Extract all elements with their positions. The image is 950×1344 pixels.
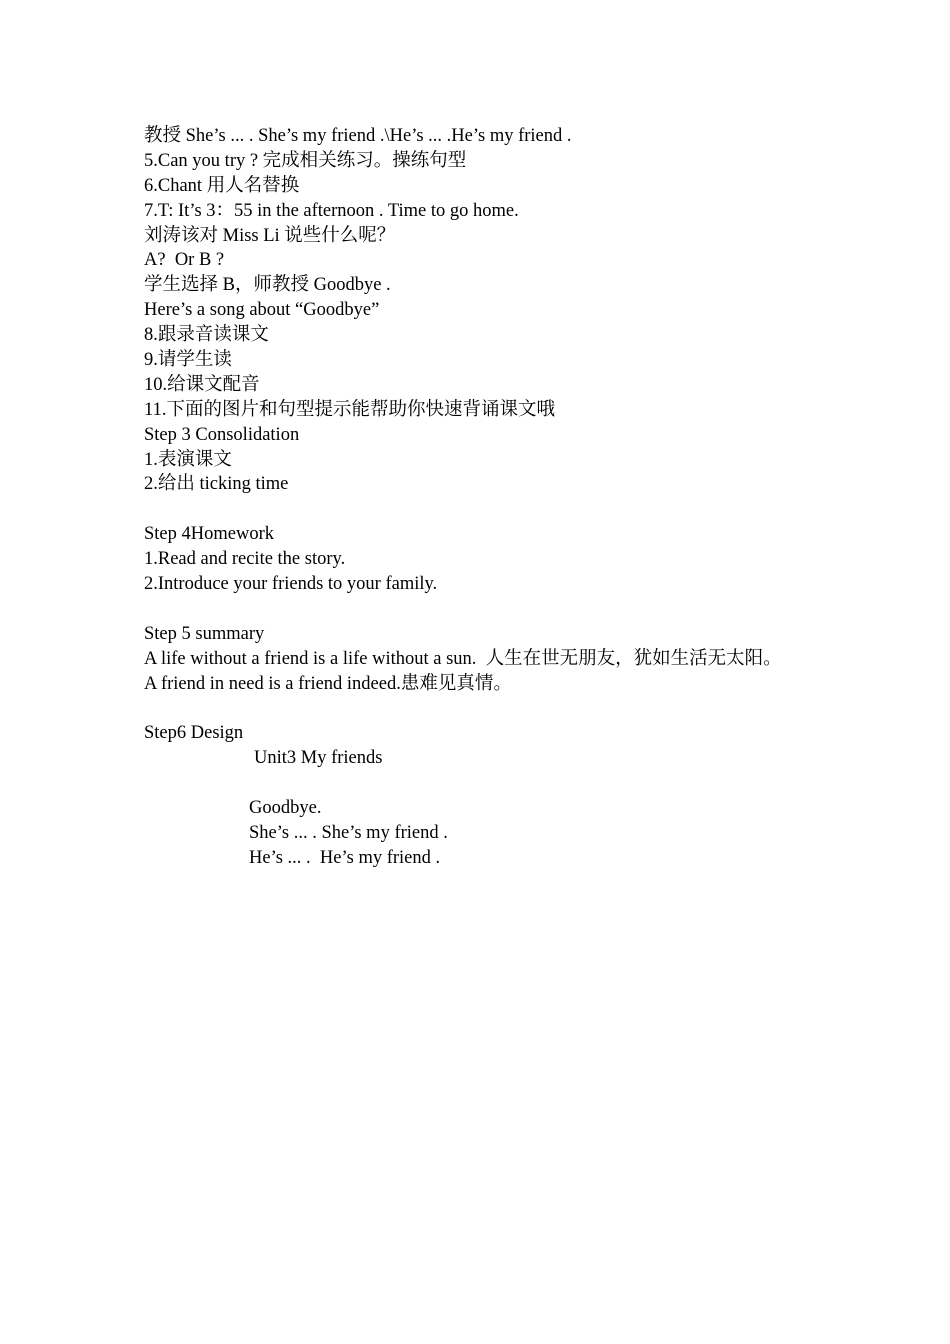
section-heading: Step 4Homework — [144, 524, 274, 545]
text-line: 1.表演课文 — [144, 449, 232, 470]
text-line: 刘涛该对 Miss Li 说些什么呢？ — [144, 225, 396, 246]
text-line: A life without a friend is a life without a sun. 人生在世无朋友，犹如生活无太阳。 — [144, 648, 782, 669]
text-line: 10.给课文配音 — [144, 374, 260, 395]
design-title: Unit3 My friends — [254, 748, 383, 769]
blank-line — [144, 771, 844, 796]
text-line: 7.T: It’s 3：55 in the afternoon . Time to go home. — [144, 200, 519, 221]
text-line: A friend in need is a friend indeed.患难见真情。 — [144, 673, 512, 694]
text-line: 9.请学生读 — [144, 350, 232, 371]
text-line: 学生选择 B，师教授 Goodbye . — [144, 275, 391, 296]
blank-line — [144, 597, 844, 622]
document-body — [144, 124, 844, 871]
text-line: A? Or B ? — [144, 250, 225, 271]
text-line: 5.Can you try ? 完成相关练习。操练句型 — [144, 150, 467, 171]
design-item: Goodbye. — [249, 798, 322, 819]
blank-line — [144, 696, 844, 721]
text-line: 教授 She’s ... . She’s my friend .\He’s ... .He’s my friend . — [144, 126, 572, 146]
blank-line — [144, 497, 844, 522]
text-line: 1.Read and recite the story. — [144, 549, 346, 570]
section-heading: Step 3 Consolidation — [144, 424, 300, 445]
section-heading: Step 5 summary — [144, 623, 265, 644]
design-item: She’s ... . She’s my friend . — [249, 822, 448, 843]
text-line: 6.Chant 用人名替换 — [144, 175, 300, 196]
text-line: Here’s a song about “Goodbye” — [144, 300, 380, 321]
section-heading: Step6 Design — [144, 723, 244, 744]
design-item: He’s ... . He’s my friend . — [249, 847, 441, 868]
text-line: 8.跟录音读课文 — [144, 325, 269, 346]
text-line: 11.下面的图片和句型提示能帮助你快速背诵课文哦 — [144, 399, 555, 420]
text-line: 2.Introduce your friends to your family. — [144, 574, 438, 595]
text-line: 2.给出 ticking time — [144, 474, 289, 495]
